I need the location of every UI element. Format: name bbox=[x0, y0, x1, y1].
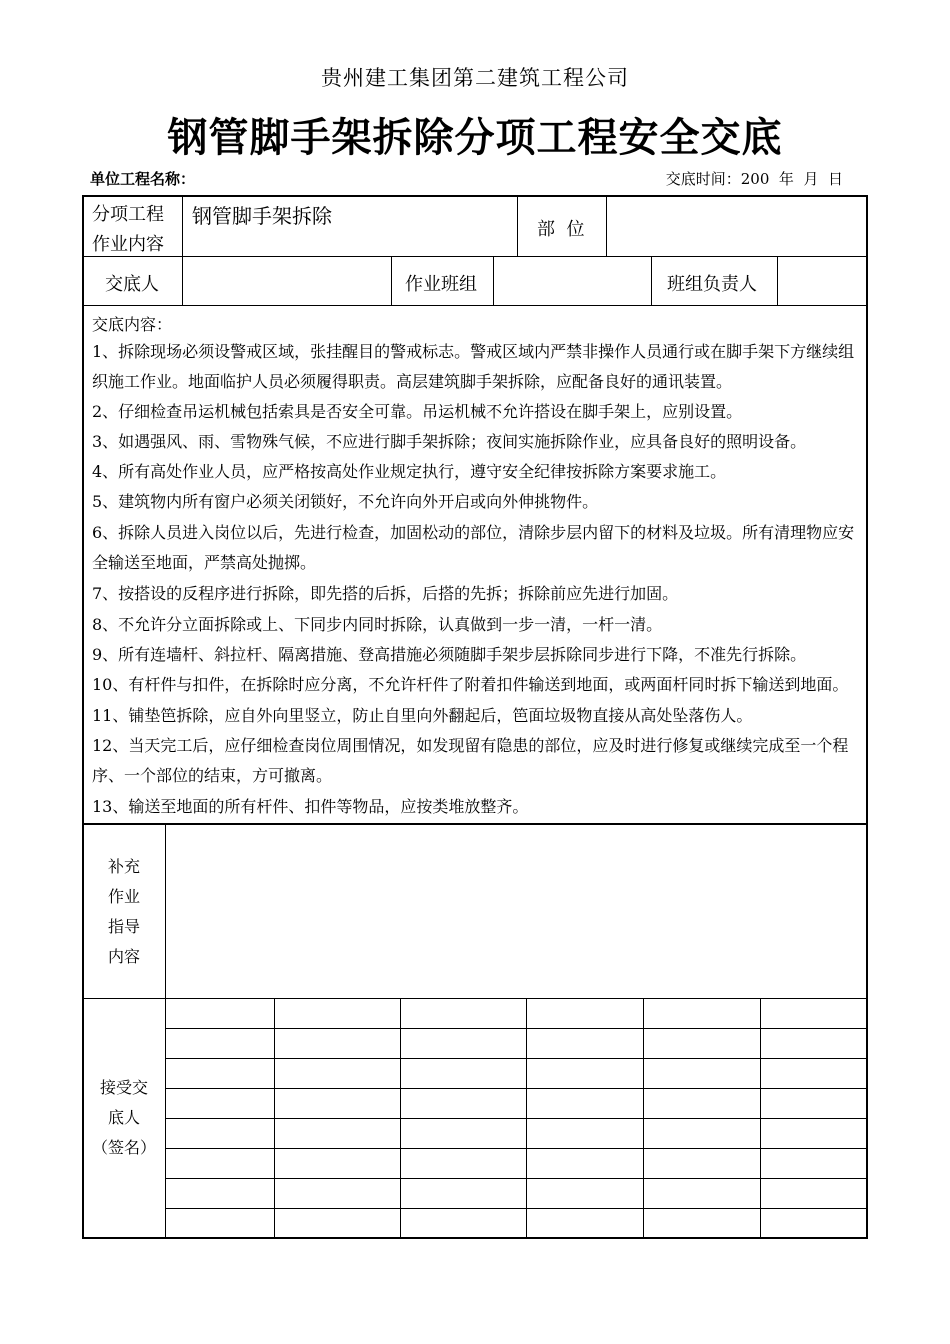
content-item: 4、所有高处作业人员，应严格按高处作业规定执行，遵守安全纪律按拆除方案要求施工。 bbox=[92, 462, 727, 481]
col-divider bbox=[606, 196, 607, 256]
location-label: 部 位 bbox=[537, 219, 585, 240]
signature-row-divider bbox=[166, 1148, 867, 1149]
signature-row-divider bbox=[166, 1088, 867, 1089]
content-item: 6、拆除人员进入岗位以后，先进行检查，加固松动的部位，清除步层内留下的材料及垃圾。所有清理物应安全输送至地面，严禁高处抛掷。 bbox=[92, 523, 855, 572]
row-divider bbox=[83, 256, 867, 257]
content-item: 12、当天完工后，应仔细检查岗位周围情况，如发现留有隐患的部位，应及时进行修复或继续完成至一个程序、一个部位的结束，方可撤离。 bbox=[92, 736, 849, 785]
content-item: 7、按搭设的反程序进行拆除，即先搭的后拆，后搭的先拆；拆除前应先进行加固。 bbox=[92, 584, 679, 603]
supplement-label: 补充 作业 指导 内容 bbox=[107, 857, 140, 966]
col-divider bbox=[182, 196, 183, 305]
document-title: 钢管脚手架拆除分项工程安全交底 bbox=[167, 115, 783, 161]
company-name: 贵州建工集团第二建筑工程公司 bbox=[321, 66, 629, 90]
content-item: 11、铺垫笆拆除，应自外向里竖立，防止自里向外翻起后，笆面垃圾物直接从高处坠落伤人。 bbox=[92, 706, 753, 725]
content-item: 1、拆除现场必须设警戒区域，张挂醒目的警戒标志。警戒区域内严禁非操作人员通行或在脚手架下方继续组织施工作业。地面临护人员必须履得职责。高层建筑脚手架拆除，应配备良好的通讯装置。 bbox=[92, 342, 855, 391]
team-label: 作业班组 bbox=[405, 274, 477, 295]
signature-row-divider bbox=[166, 1118, 867, 1119]
col-divider bbox=[651, 256, 652, 305]
team-leader-label: 班组负责人 bbox=[667, 274, 757, 295]
col-divider bbox=[777, 256, 778, 305]
signature-row-divider bbox=[166, 1028, 867, 1029]
col-divider bbox=[165, 823, 166, 1238]
col-divider bbox=[493, 256, 494, 305]
content-item: 9、所有连墙杆、斜拉杆、隔离措施、登高措施必须随脚手架步层拆除同步进行下降，不准先行拆除。 bbox=[92, 645, 807, 664]
signature-label: 接受交 底人 （签名） bbox=[91, 1078, 156, 1157]
sub-item-value: 钢管脚手架拆除 bbox=[192, 204, 332, 228]
content-item: 10、有杆件与扣件，在拆除时应分离，不允许杆件了附着扣件输送到地面，或两面杆同时拆下输送到地面。 bbox=[92, 675, 849, 694]
signature-row-divider bbox=[166, 1178, 867, 1179]
disclosure-date: 交底时间：200 年 月 日 bbox=[665, 170, 843, 188]
signature-row-divider bbox=[166, 1058, 867, 1059]
row-divider bbox=[83, 998, 867, 999]
content-title: 交底内容： bbox=[92, 315, 173, 334]
row-divider bbox=[83, 823, 867, 825]
content-item: 13、输送至地面的所有杆件、扣件等物品，应按类堆放整齐。 bbox=[92, 797, 529, 816]
content-item: 5、建筑物内所有窗户必须关闭锁好，不允许向外开启或向外伸挑物件。 bbox=[92, 492, 599, 511]
sub-item-label: 作业内容 bbox=[92, 234, 164, 255]
signature-row-divider bbox=[166, 1208, 867, 1209]
content-item: 3、如遇强风、雨、雪物殊气候，不应进行脚手架拆除；夜间实施拆除作业，应具备良好的照明设备。 bbox=[92, 432, 807, 451]
project-name-label: 单位工程名称： bbox=[90, 170, 196, 188]
sub-item-label: 分项工程 bbox=[92, 204, 164, 225]
col-divider bbox=[391, 256, 392, 305]
content-item: 8、不允许分立面拆除或上、下同步内同时拆除，认真做到一步一清，一杆一清。 bbox=[92, 615, 663, 634]
col-divider bbox=[517, 196, 518, 256]
row-divider bbox=[83, 305, 867, 306]
content-item: 2、仔细检查吊运机械包括索具是否安全可靠。吊运机械不允许搭设在脚手架上，应别设置。 bbox=[92, 402, 743, 421]
discloser-label: 交底人 bbox=[105, 274, 159, 295]
